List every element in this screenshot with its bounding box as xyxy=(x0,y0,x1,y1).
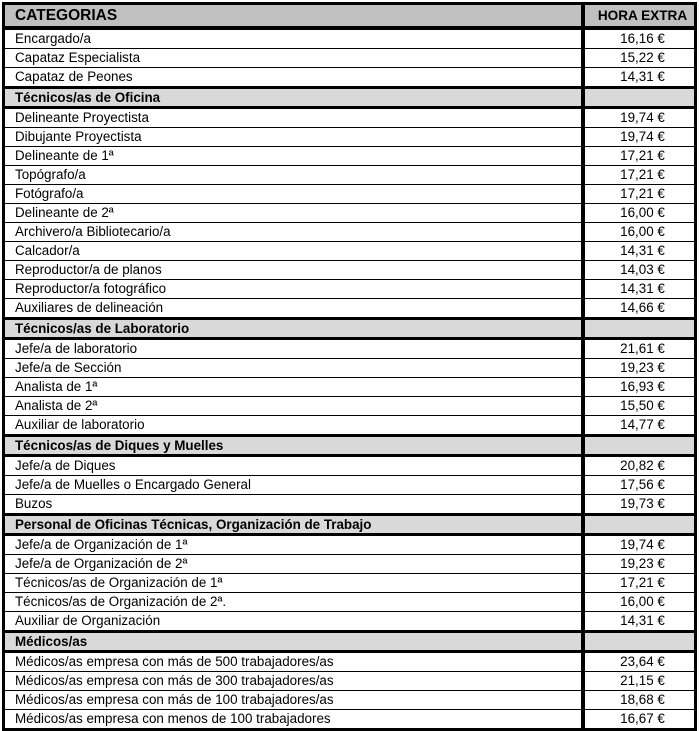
table-row xyxy=(5,359,694,378)
category-cell: Médicos/as empresa con más de 300 trabajadores/as xyxy=(5,672,583,691)
overtime-rates-table-container xyxy=(2,2,697,731)
category-cell: Técnicos/as de Organización de 1ª xyxy=(5,574,583,593)
hora-extra-cell: 16,00 € xyxy=(583,223,694,242)
category-cell: Calcador/a xyxy=(5,242,583,261)
table-row xyxy=(5,593,694,612)
table-row xyxy=(5,416,694,436)
hora-extra-cell: 21,61 € xyxy=(583,339,694,359)
table-row xyxy=(5,242,694,261)
table-row xyxy=(5,49,694,68)
category-cell: Jefe/a de Muelles o Encargado General xyxy=(5,476,583,495)
table-row xyxy=(5,555,694,574)
hora-extra-cell: 18,68 € xyxy=(583,691,694,710)
category-cell: Reproductor/a de planos xyxy=(5,261,583,280)
category-cell: Técnicos/as de Organización de 2ª. xyxy=(5,593,583,612)
category-cell: Delineante Proyectista xyxy=(5,108,583,128)
category-cell: Fotógrafo/a xyxy=(5,185,583,204)
hora-extra-cell: 15,50 € xyxy=(583,397,694,416)
section-value-empty xyxy=(583,515,694,535)
category-cell: Jefe/a de Sección xyxy=(5,359,583,378)
section-title: Médicos/as xyxy=(5,632,583,652)
hora-extra-cell: 14,31 € xyxy=(583,68,694,88)
category-cell: Encargado/a xyxy=(5,28,583,49)
table-row xyxy=(5,108,694,128)
table-row xyxy=(5,476,694,495)
hora-extra-cell: 19,23 € xyxy=(583,359,694,378)
table-row xyxy=(5,204,694,223)
section-value-empty xyxy=(583,436,694,456)
table-row xyxy=(5,166,694,185)
table-row xyxy=(5,652,694,672)
category-cell: Analista de 2ª xyxy=(5,397,583,416)
table-header-row xyxy=(5,5,694,28)
section-header-row xyxy=(5,88,694,108)
table-body xyxy=(5,5,694,728)
section-title: Técnicos/as de Diques y Muelles xyxy=(5,436,583,456)
hora-extra-cell: 17,21 € xyxy=(583,185,694,204)
category-cell: Capataz Especialista xyxy=(5,49,583,68)
hora-extra-cell: 17,56 € xyxy=(583,476,694,495)
category-cell: Capataz de Peones xyxy=(5,68,583,88)
hora-extra-cell: 14,31 € xyxy=(583,280,694,299)
section-header-row xyxy=(5,632,694,652)
table-row xyxy=(5,397,694,416)
hora-extra-cell: 23,64 € xyxy=(583,652,694,672)
table-row xyxy=(5,261,694,280)
table-row xyxy=(5,28,694,49)
table-row xyxy=(5,147,694,166)
hora-extra-cell: 14,77 € xyxy=(583,416,694,436)
hora-extra-cell: 21,15 € xyxy=(583,672,694,691)
table-row xyxy=(5,612,694,632)
category-cell: Delineante de 1ª xyxy=(5,147,583,166)
hora-extra-cell: 19,74 € xyxy=(583,128,694,147)
section-header-row xyxy=(5,319,694,339)
section-title: Personal de Oficinas Técnicas, Organización de Trabajo xyxy=(5,515,583,535)
overtime-rates-table xyxy=(5,5,694,728)
hora-extra-cell: 14,66 € xyxy=(583,299,694,319)
category-cell: Topógrafo/a xyxy=(5,166,583,185)
table-row xyxy=(5,185,694,204)
table-row xyxy=(5,495,694,515)
category-cell: Dibujante Proyectista xyxy=(5,128,583,147)
category-cell: Médicos/as empresa con menos de 100 trabajadores xyxy=(5,710,583,729)
category-cell: Analista de 1ª xyxy=(5,378,583,397)
hora-extra-cell: 15,22 € xyxy=(583,49,694,68)
category-cell: Buzos xyxy=(5,495,583,515)
hora-extra-cell: 17,21 € xyxy=(583,166,694,185)
section-value-empty xyxy=(583,88,694,108)
section-value-empty xyxy=(583,319,694,339)
hora-extra-cell: 19,74 € xyxy=(583,535,694,555)
category-cell: Auxiliares de delineación xyxy=(5,299,583,319)
hora-extra-cell: 16,00 € xyxy=(583,204,694,223)
category-cell: Médicos/as empresa con más de 500 trabajadores/as xyxy=(5,652,583,672)
table-row xyxy=(5,574,694,593)
hora-extra-cell: 19,23 € xyxy=(583,555,694,574)
category-cell: Médicos/as empresa con más de 100 trabajadores/as xyxy=(5,691,583,710)
section-header-row xyxy=(5,515,694,535)
hora-extra-cell: 14,31 € xyxy=(583,612,694,632)
category-cell: Archivero/a Bibliotecario/a xyxy=(5,223,583,242)
table-row xyxy=(5,691,694,710)
category-cell: Jefe/a de laboratorio xyxy=(5,339,583,359)
table-row xyxy=(5,456,694,476)
section-title: Técnicos/as de Laboratorio xyxy=(5,319,583,339)
hora-extra-cell: 17,21 € xyxy=(583,574,694,593)
section-title: Técnicos/as de Oficina xyxy=(5,88,583,108)
category-cell: Jefe/a de Organización de 1ª xyxy=(5,535,583,555)
hora-extra-cell: 16,16 € xyxy=(583,28,694,49)
hora-extra-cell: 17,21 € xyxy=(583,147,694,166)
section-value-empty xyxy=(583,632,694,652)
category-cell: Delineante de 2ª xyxy=(5,204,583,223)
hora-extra-cell: 16,00 € xyxy=(583,593,694,612)
table-row xyxy=(5,378,694,397)
hora-extra-cell: 20,82 € xyxy=(583,456,694,476)
table-row xyxy=(5,68,694,88)
column-header-hora-extra: HORA EXTRA xyxy=(583,5,694,28)
hora-extra-cell: 16,67 € xyxy=(583,710,694,729)
table-row xyxy=(5,339,694,359)
category-cell: Reproductor/a fotográfico xyxy=(5,280,583,299)
table-row xyxy=(5,128,694,147)
column-header-categorias: CATEGORIAS xyxy=(5,5,583,28)
hora-extra-cell: 14,03 € xyxy=(583,261,694,280)
category-cell: Auxiliar de Organización xyxy=(5,612,583,632)
section-header-row xyxy=(5,436,694,456)
table-row xyxy=(5,280,694,299)
table-row xyxy=(5,223,694,242)
table-row xyxy=(5,710,694,729)
table-row xyxy=(5,535,694,555)
table-row xyxy=(5,672,694,691)
category-cell: Jefe/a de Diques xyxy=(5,456,583,476)
table-row xyxy=(5,299,694,319)
hora-extra-cell: 19,74 € xyxy=(583,108,694,128)
hora-extra-cell: 14,31 € xyxy=(583,242,694,261)
hora-extra-cell: 19,73 € xyxy=(583,495,694,515)
hora-extra-cell: 16,93 € xyxy=(583,378,694,397)
category-cell: Jefe/a de Organización de 2ª xyxy=(5,555,583,574)
category-cell: Auxiliar de laboratorio xyxy=(5,416,583,436)
